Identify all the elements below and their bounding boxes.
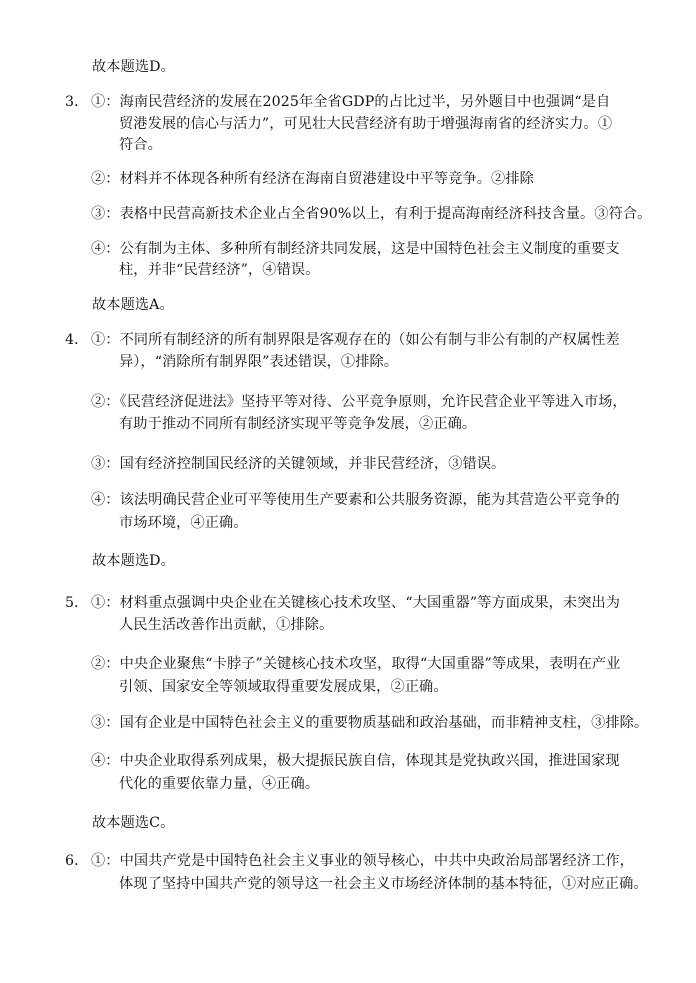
text-line: 贸港发展的信心与活力”，可见壮大民营经济有助于增强海南省的经济实力。① [119, 116, 613, 132]
conclusion-line: 故本题选D。 [92, 553, 175, 569]
conclusion-line: 故本题选C。 [92, 815, 175, 831]
text-line: ③：国有企业是中国特色社会主义的重要物质基础和政治基础，而非精神支柱，③排除。 [91, 715, 649, 731]
text-line: ③：表格中民营高新技术企业占全省90%以上，有利于提高海南经济科技含量。③符合。 [91, 206, 652, 222]
conclusion-line: 故本题选D。 [92, 59, 175, 75]
text-line: ②：材料并不体现各种所有经济在海南自贸港建设中平等竞争。②排除 [91, 171, 534, 187]
text-line: ①：不同所有制经济的所有制界限是客观存在的（如公有制与非公有制的产权属性差 [91, 332, 620, 348]
text-line: 人民生活改善作出贡献，①排除。 [119, 617, 334, 633]
text-line: 引领、国家安全等领域取得重要发展成果，②正确。 [119, 679, 448, 695]
text-line: ①：海南民营经济的发展在2025年全省GDP的占比过半，另外题目中也强调“是自 [91, 94, 611, 110]
text-line: ④：中央企业取得系列成果，极大提振民族自信，体现其是党执政兴国，推进国家现 [91, 753, 620, 769]
question-number: 5． [65, 595, 89, 611]
text-line: 柱，并非“民营经济”，④错误。 [119, 262, 320, 278]
conclusion-line: 故本题选A。 [92, 297, 174, 313]
text-line: ②：中央企业聚焦“卡脖子”关键核心技术攻坚，取得“大国重器”等成果，表明在产业 [91, 656, 621, 672]
text-line: ①：中国共产党是中国特色社会主义事业的领导核心，中共中央政治局部署经济工作， [91, 853, 634, 869]
text-line: 代化的重要依靠力量，④正确。 [119, 776, 320, 792]
text-line: 有助于推动不同所有制经济实现平等竞争发展，②正确。 [119, 416, 477, 432]
text-line: ②：《民营经济促进法》坚持平等对待、公平竞争原则，允许民营企业平等进入市场， [91, 394, 627, 410]
text-line: ①：材料重点强调中央企业在关键核心技术攻坚、“大国重器”等方面成果，未突出为 [91, 595, 621, 611]
text-line: 异），“消除所有制界限”表述错误，①排除。 [119, 354, 399, 370]
text-line: 符合。 [119, 137, 162, 153]
text-line: 体现了坚持中国共产党的领导这一社会主义市场经济体制的基本特征，①对应正确。 [119, 876, 648, 892]
text-line: ④：该法明确民营企业可平等使用生产要素和公共服务资源，能为其营造公平竞争的 [91, 492, 620, 508]
question-number: 6． [65, 853, 89, 869]
text-line: ③：国有经济控制国民经济的关键领域，并非民营经济，③错误。 [91, 456, 506, 472]
question-number: 3． [65, 94, 89, 110]
question-number: 4． [65, 332, 89, 348]
text-line: 市场环境，④正确。 [119, 515, 248, 531]
text-line: ④：公有制为主体、多种所有制经济共同发展，这是中国特色社会主义制度的重要支 [91, 241, 620, 257]
